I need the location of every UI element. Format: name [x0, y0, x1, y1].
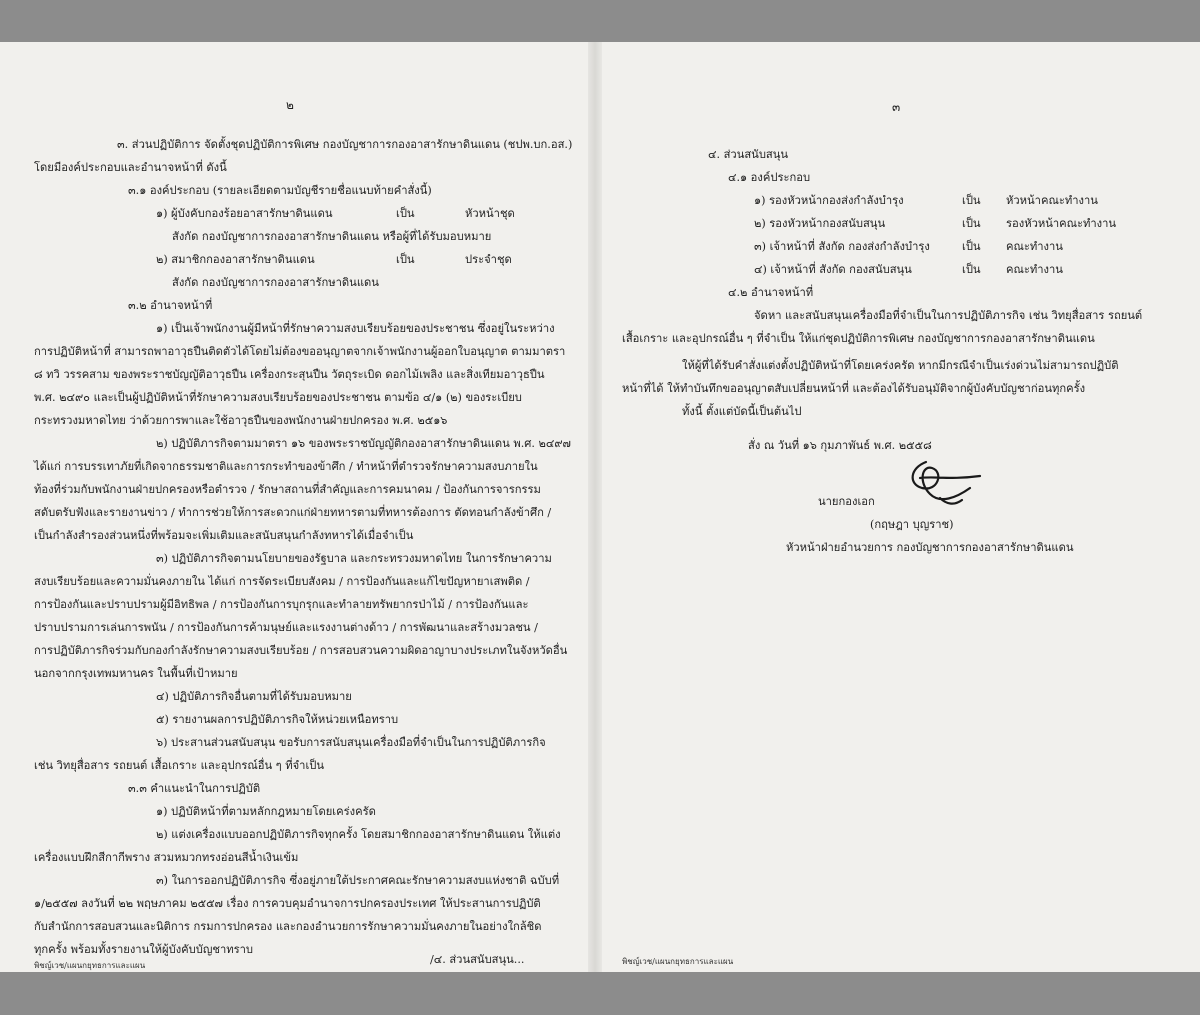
list-item: ๑) ผู้บังคับกองร้อยอาสารักษาดินแดน: [156, 207, 333, 220]
subsection-3-3: ๓.๓ คำแนะนำในการปฏิบัติ: [128, 782, 261, 795]
signature: [900, 454, 990, 510]
role-verb: เป็น: [962, 217, 981, 230]
text-line: โดยมีองค์ประกอบและอำนาจหน้าที่ ดังนี้: [34, 161, 227, 174]
list-item: ๒) สมาชิกกองอาสารักษาดินแดน: [156, 253, 315, 266]
subsection-4-1: ๔.๑ องค์ประกอบ: [728, 171, 811, 184]
page-number: ๒: [286, 98, 294, 112]
page-number: ๓: [892, 100, 901, 114]
text-line: สดับตรับฟังและรายงานข่าว / ทำการช่วยให้การสะดวกแก่ฝ่ายทหารตามที่ทหารต้องการ ตัดทอนกำลังข้าศึก /: [34, 506, 552, 519]
list-item: ๓) เจ้าหน้าที่ สังกัด กองส่งกำลังบำรุง: [754, 240, 930, 253]
text-line: ทั้งนี้ ตั้งแต่บัดนี้เป็นต้นไป: [682, 405, 802, 418]
text-line: สังกัด กองบัญชาการกองอาสารักษาดินแดน หรือผู้ที่ได้รับมอบหมาย: [172, 230, 492, 243]
list-item: ๑) รองหัวหน้ากองส่งกำลังบำรุง: [754, 194, 904, 207]
text-line: สังกัด กองบัญชาการกองอาสารักษาดินแดน: [172, 276, 379, 289]
text-line: หน้าที่ได้ ให้ทำบันทึกขออนุญาตสับเปลี่ยนหน้าที่ และต้องได้รับอนุมัติจากผู้บังคับบัญชาก่อนทุกครั้ง: [622, 382, 1086, 395]
role-label: รองหัวหน้าคณะทำงาน: [1006, 217, 1117, 230]
subsection-3-2: ๓.๒ อำนาจหน้าที่: [128, 299, 213, 312]
text-line: การปฏิบัติภารกิจร่วมกับกองกำลังรักษาความสงบเรียบร้อย / การสอบสวนความผิดอาญาบางประเภทในจังหวัดอื่น: [34, 644, 568, 657]
section-3-heading: ๓. ส่วนปฏิบัติการ จัดตั้งชุดปฏิบัติการพิเศษ กองบัญชาการกองอาสารักษาดินแดน (ชปพ.บก.อส.): [117, 138, 573, 151]
role-verb: เป็น: [962, 240, 981, 253]
list-item: ๔) เจ้าหน้าที่ สังกัด กองสนับสนุน: [754, 263, 912, 276]
list-item: ๕) รายงานผลการปฏิบัติภารกิจให้หน่วยเหนือทราบ: [156, 713, 399, 726]
list-item: ๒) รองหัวหน้ากองสนับสนุน: [754, 217, 886, 230]
text-line: ปราบปรามการเล่นการพนัน / การป้องกันการค้ามนุษย์และแรงงานต่างด้าว / การพัฒนาและสร้างมวลชน /: [34, 621, 538, 634]
footer-note: พิชญ์เวช/แผนกยุทธการและแผน: [34, 961, 146, 970]
list-item: ๒) แต่งเครื่องแบบออกปฏิบัติภารกิจทุกครั้ง โดยสมาชิกกองอาสารักษาดินแดน ให้แต่ง: [156, 828, 561, 841]
role-verb: เป็น: [962, 194, 981, 207]
list-item: ๓) ปฏิบัติภารกิจตามนโยบายของรัฐบาล และกระทรวงมหาดไทย ในการรักษาความ: [156, 552, 552, 565]
text-line: นอกจากกรุงเทพมหานคร ในพื้นที่เป้าหมาย: [34, 667, 238, 680]
list-item: ๑) เป็นเจ้าพนักงานผู้มีหน้าที่รักษาความสงบเรียบร้อยของประชาชน ซึ่งอยู่ในระหว่าง: [156, 322, 555, 335]
page-2: [0, 42, 590, 972]
role-verb: เป็น: [396, 207, 415, 220]
list-item: ๓) ในการออกปฏิบัติภารกิจ ซึ่งอยู่ภายใต้ประกาศคณะรักษาความสงบแห่งชาติ ฉบับที่: [156, 874, 560, 887]
text-line: ทุกครั้ง พร้อมทั้งรายงานให้ผู้บังคับบัญชาทราบ: [34, 943, 254, 956]
role-label: คณะทำงาน: [1006, 263, 1063, 276]
text-line: ๘ ทวิ วรรคสาม ของพระราชบัญญัติอาวุธปืน เครื่องกระสุนปืน วัตถุระเบิด ดอกไม้เพลิง และสิ่งเทียมอาวุธปืน: [34, 368, 545, 381]
list-item: ๑) ปฏิบัติหน้าที่ตามหลักกฎหมายโดยเคร่งครัด: [156, 805, 376, 818]
text-line: การปฏิบัติหน้าที่ สามารถพาอาวุธปืนติดตัวได้โดยไม่ต้องขออนุญาตจากเจ้าพนักงานผู้ออกใบอนุญาต ตามมาตรา: [34, 345, 566, 358]
role-label: หัวหน้าคณะทำงาน: [1006, 194, 1098, 207]
signer-rank: นายกองเอก: [818, 495, 875, 508]
subsection-4-2: ๔.๒ อำนาจหน้าที่: [728, 286, 814, 299]
list-item: ๖) ประสานส่วนสนับสนุน ขอรับการสนับสนุนเครื่องมือที่จำเป็นในการปฏิบัติภารกิจ: [156, 736, 546, 749]
text-line: จัดหา และสนับสนุนเครื่องมือที่จำเป็นในการปฏิบัติภารกิจ เช่น วิทยุสื่อสาร รถยนต์: [754, 309, 1143, 322]
section-4-heading: ๔. ส่วนสนับสนุน: [708, 148, 789, 161]
top-margin-band: [0, 0, 1200, 42]
page-3: [600, 42, 1200, 972]
text-line: ให้ผู้ที่ได้รับคำสั่งแต่งตั้งปฏิบัติหน้าที่โดยเคร่งครัด หากมีกรณีจำเป็นเร่งด่วนไม่สามารถปฏิบัติ: [682, 359, 1119, 372]
text-line: สงบเรียบร้อยและความมั่นคงภายใน ได้แก่ การจัดระเบียบสังคม / การป้องกันและแก้ไขปัญหายาเสพติด /: [34, 575, 530, 588]
text-line: ท้องที่ร่วมกับพนักงานฝ่ายปกครองหรือตำรวจ / รักษาสถานที่สำคัญและการคมนาคม / ป้องกันการจารกรรม: [34, 483, 541, 496]
text-line: เป็นกำลังสำรองส่วนหนึ่งที่พร้อมจะเพิ่มเติมและสนับสนุนกำลังทหารได้เมื่อจำเป็น: [34, 529, 414, 542]
footer-note: พิชญ์เวช/แผนกยุทธการและแผน: [622, 957, 734, 966]
document-spread: [0, 42, 1200, 972]
list-item: ๔) ปฏิบัติภารกิจอื่นตามที่ได้รับมอบหมาย: [156, 690, 352, 703]
text-line: กระทรวงมหาดไทย ว่าด้วยการพาและใช้อาวุธปืนของพนักงานฝ่ายปกครอง พ.ศ. ๒๕๑๖: [34, 414, 448, 427]
text-line: กับสำนักการสอบสวนและนิติการ กรมการปกครอง และกองอำนวยการรักษาความมั่นคงภายในอย่างใกล้ชิด: [34, 920, 542, 933]
text-line: ๑/๒๕๕๗ ลงวันที่ ๒๒ พฤษภาคม ๒๕๕๗ เรื่อง การควบคุมอำนาจการปกครองประเทศ ให้ประสานการปฏิบัติ: [34, 897, 541, 910]
text-line: เช่น วิทยุสื่อสาร รถยนต์ เสื้อเกราะ และอุปกรณ์อื่น ๆ ที่จำเป็น: [34, 759, 325, 772]
list-item: ๒) ปฏิบัติภารกิจตามมาตรา ๑๖ ของพระราชบัญญัติกองอาสารักษาดินแดน พ.ศ. ๒๔๙๗: [156, 437, 571, 450]
text-line: เสื้อเกราะ และอุปกรณ์อื่น ๆ ที่จำเป็น ให้แก่ชุดปฏิบัติการพิเศษ กองบัญชาการกองอาสารักษาดินแดน: [622, 332, 1095, 345]
role-label: หัวหน้าชุด: [465, 207, 515, 220]
role-verb: เป็น: [396, 253, 415, 266]
role-label: ประจำชุด: [465, 253, 512, 266]
text-line: ได้แก่ การบรรเทาภัยที่เกิดจากธรรมชาติและการกระทำของข้าศึก / ทำหน้าที่ตำรวจรักษาความสงบภายใน: [34, 460, 538, 473]
text-line: เครื่องแบบฝึกสีกากีพราง สวมหมวกทรงอ่อนสีน้ำเงินเข้ม: [34, 851, 299, 864]
text-line: การป้องกันและปราบปรามผู้มีอิทธิพล / การป้องกันการบุกรุกและทำลายทรัพยากรป่าไม้ / การป้องกันและ: [34, 598, 529, 611]
bottom-margin-band: [0, 972, 1200, 1015]
order-date: สั่ง ณ วันที่ ๑๖ กุมภาพันธ์ พ.ศ. ๒๕๕๘: [748, 439, 932, 452]
continuation-marker: /๔. ส่วนสนับสนุน...: [430, 953, 525, 966]
text-line: พ.ศ. ๒๔๙๐ และเป็นผู้ปฏิบัติหน้าที่รักษาความสงบเรียบร้อยของประชาชน ตามข้อ ๔/๑ (๒) ของระเบียบ: [34, 391, 522, 404]
signer-name: (กฤษฎา บุญราช): [870, 518, 954, 531]
role-label: คณะทำงาน: [1006, 240, 1063, 253]
role-verb: เป็น: [962, 263, 981, 276]
signer-title: หัวหน้าฝ่ายอำนวยการ กองบัญชาการกองอาสารักษาดินแดน: [786, 541, 1074, 554]
subsection-3-1: ๓.๑ องค์ประกอบ (รายละเอียดตามบัญชีรายชื่อแนบท้ายคำสั่งนี้): [128, 184, 432, 197]
